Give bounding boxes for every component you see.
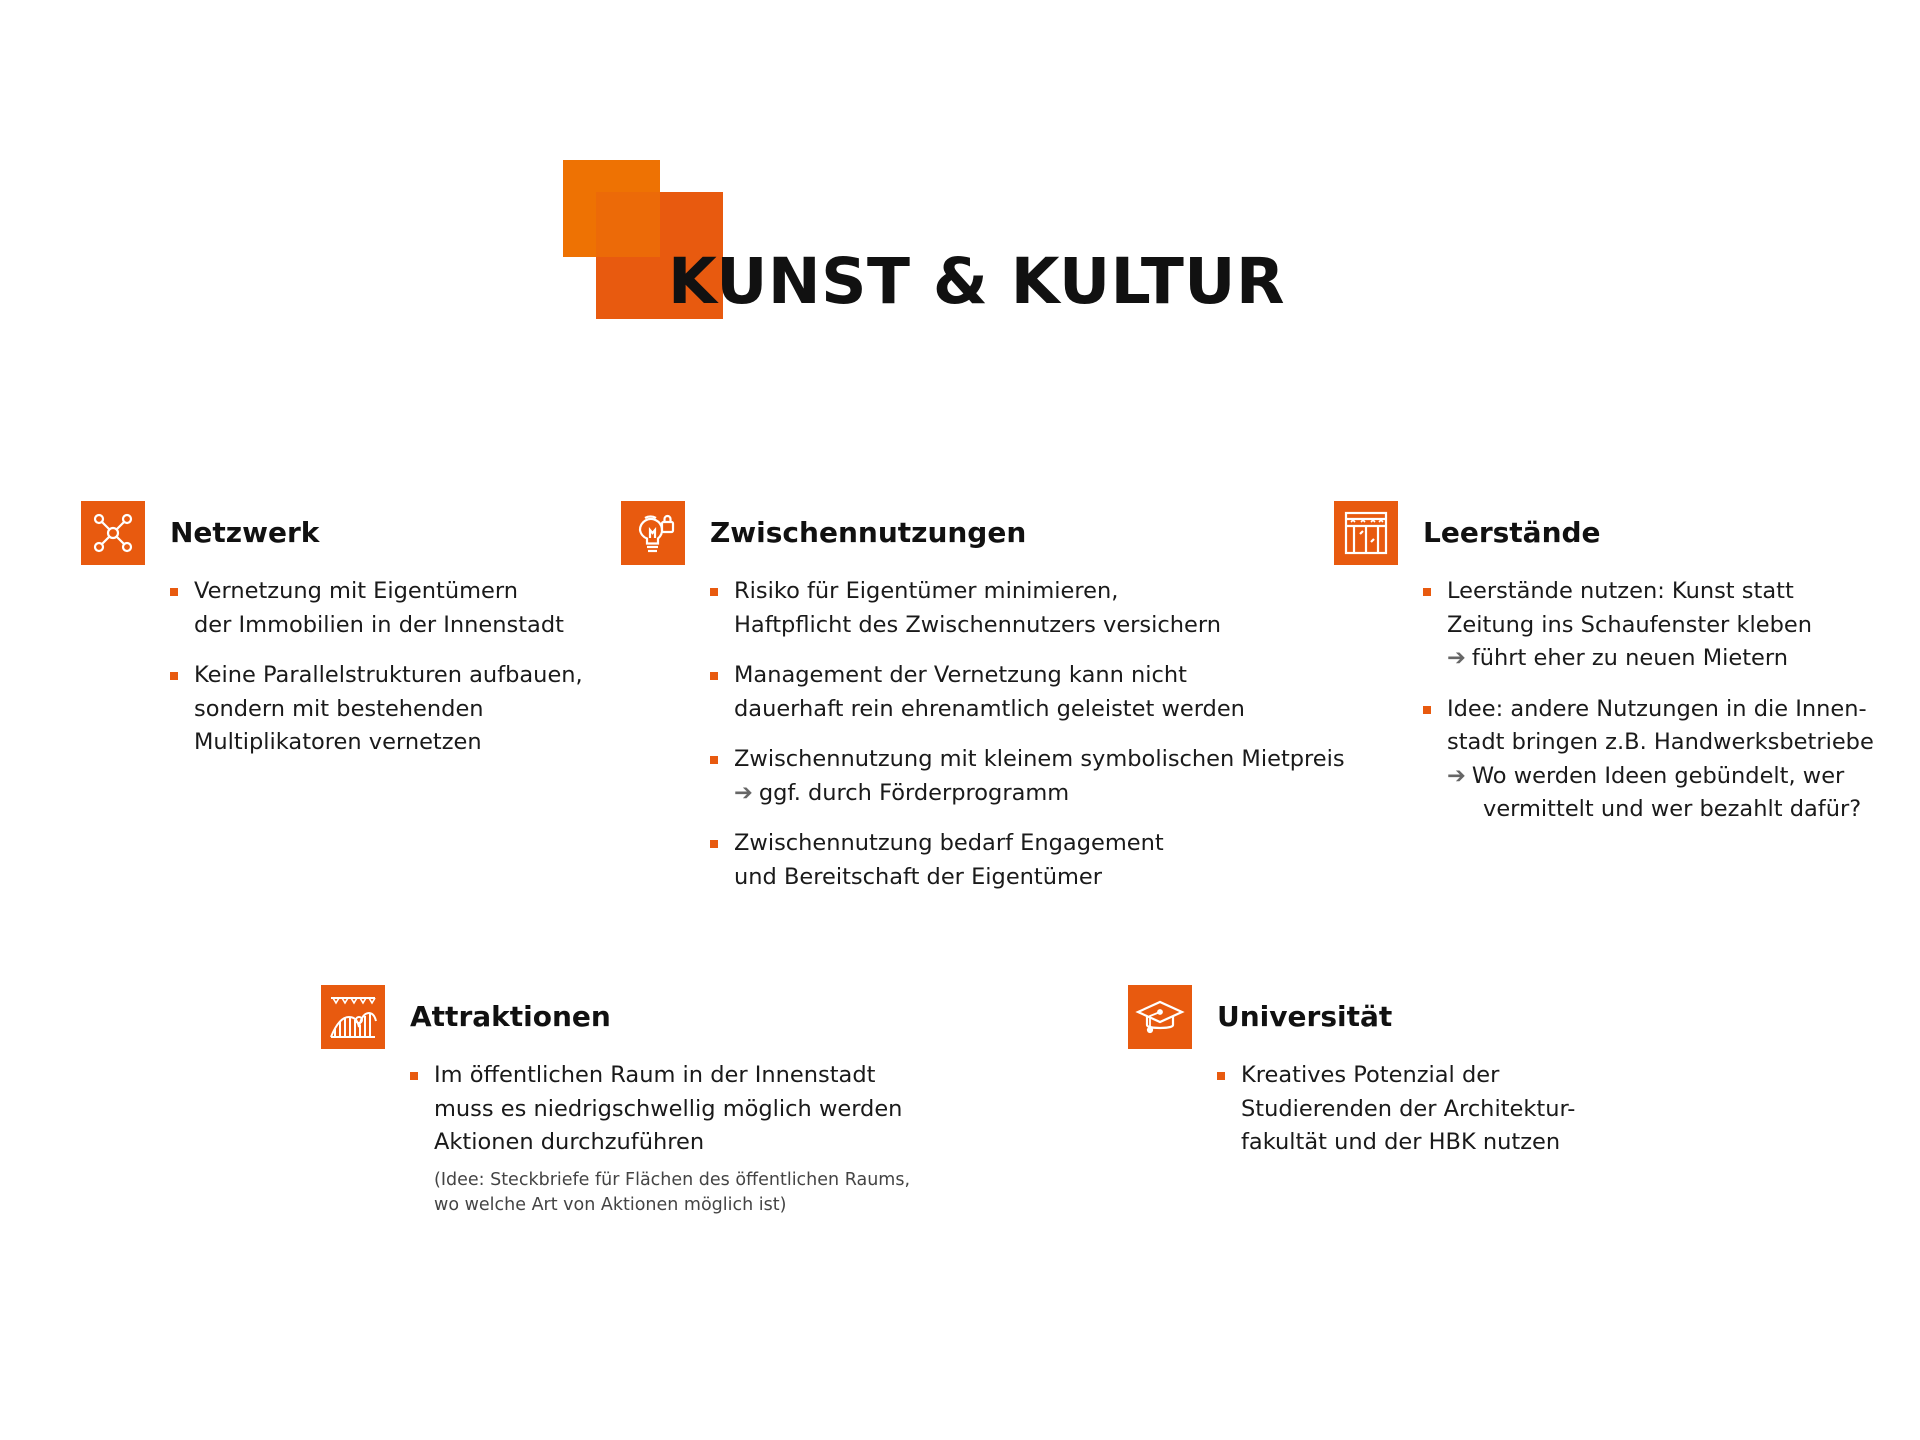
note-text [434, 1168, 970, 1218]
list-item [710, 659, 1270, 726]
bullet-text-line: Multiplikatoren vernetzen [194, 729, 482, 755]
lightbulb-lock-icon [621, 501, 685, 565]
storefront-icon [1334, 501, 1398, 565]
arrow-line-text: ggf. durch Förderprogramm [758, 779, 1070, 806]
bullet-text-line: dauerhaft rein ehrenamtlich geleistet werden [734, 695, 1245, 722]
network-icon [81, 501, 145, 565]
section-heading: Attraktionen [410, 1000, 611, 1033]
bullet-text-line: Aktionen durchzuführen [434, 1129, 705, 1155]
bullet-text-line: stadt bringen z.B. Handwerksbetriebe [1447, 729, 1874, 755]
arrow-right-icon: ➔ [1447, 645, 1466, 671]
list-item [710, 743, 1345, 810]
note-text-line: wo welche Art von Aktionen möglich ist) [434, 1194, 787, 1215]
graduation-cap-icon [1128, 985, 1192, 1049]
list-item [1217, 1059, 1777, 1160]
arrow-line [734, 777, 1270, 811]
bullet-text-line: Idee: andere Nutzungen in die Innen- [1447, 695, 1867, 722]
bullet-list [410, 1059, 970, 1235]
section-heading: Leerstände [1423, 516, 1601, 549]
bullet-text-line: Im öffentlichen Raum in der Innenstadt [434, 1062, 876, 1088]
bullet-text-line: Haftpflicht des Zwischennutzers versichern [734, 611, 1221, 638]
arrow-line-text: führt eher zu neuen Mietern [1471, 645, 1789, 671]
bullet-text-line: Risiko für Eigentümer minimieren, [734, 578, 1119, 604]
bullet-list [710, 575, 1345, 911]
bullet-text-line: der Immobilien in der Innenstadt [194, 611, 564, 638]
bullet-text-line: Management der Vernetzung kann nicht [734, 662, 1187, 688]
arrow-line [1447, 642, 1920, 676]
bullet-text-line: Zwischennutzung bedarf Engagement [734, 830, 1164, 856]
list-item [170, 659, 730, 760]
list-item [1423, 575, 1920, 676]
section-heading: Zwischennutzungen [710, 516, 1027, 549]
bullet-text-line: fakultät und der HBK nutzen [1241, 1129, 1561, 1155]
bullet-text-line: Zwischennutzung mit kleinem symbolischen Mietpreis [734, 746, 1345, 772]
arrow-right-icon: ➔ [734, 779, 753, 806]
logo-square-overlap [596, 192, 660, 257]
bullet-text-line: Zeitung ins Schaufenster kleben [1447, 611, 1812, 638]
bullet-text-line: Kreatives Potenzial der [1241, 1062, 1500, 1088]
list-item [1423, 693, 1920, 827]
bullet-text-line: Keine Parallelstrukturen aufbauen, [194, 662, 583, 688]
bullet-text-line: Leerstände nutzen: Kunst statt [1447, 578, 1794, 604]
bullet-text-line: sondern mit bestehenden [194, 695, 484, 722]
bullet-list [170, 575, 730, 777]
indented-text-line: vermittelt und wer bezahlt dafür? [1483, 796, 1862, 822]
arrow-right-icon: ➔ [1447, 762, 1466, 789]
page-title: KUNST & KULTUR [668, 245, 1285, 318]
section-heading: Netzwerk [170, 516, 320, 549]
section-heading: Universität [1217, 1000, 1393, 1033]
bullet-text-line: muss es niedrigschwellig möglich werden [434, 1095, 903, 1122]
bullet-list [1217, 1059, 1777, 1177]
list-item [710, 575, 1270, 642]
note-text-line: (Idee: Steckbriefe für Flächen des öffentlichen Raums, [434, 1169, 911, 1190]
arrow-line [1447, 760, 1920, 794]
list-item [170, 575, 730, 642]
bullet-text-line: und Bereitschaft der Eigentümer [734, 863, 1103, 890]
list-item [710, 827, 1270, 894]
bullet-list [1423, 575, 1920, 844]
bullet-text-line: Studierenden der Architektur- [1241, 1095, 1576, 1122]
arrow-line-text: Wo werden Ideen gebündelt, wer [1471, 762, 1845, 789]
bullet-text-line: Vernetzung mit Eigentümern [194, 578, 518, 604]
list-item [410, 1059, 970, 1218]
rollercoaster-icon [321, 985, 385, 1049]
